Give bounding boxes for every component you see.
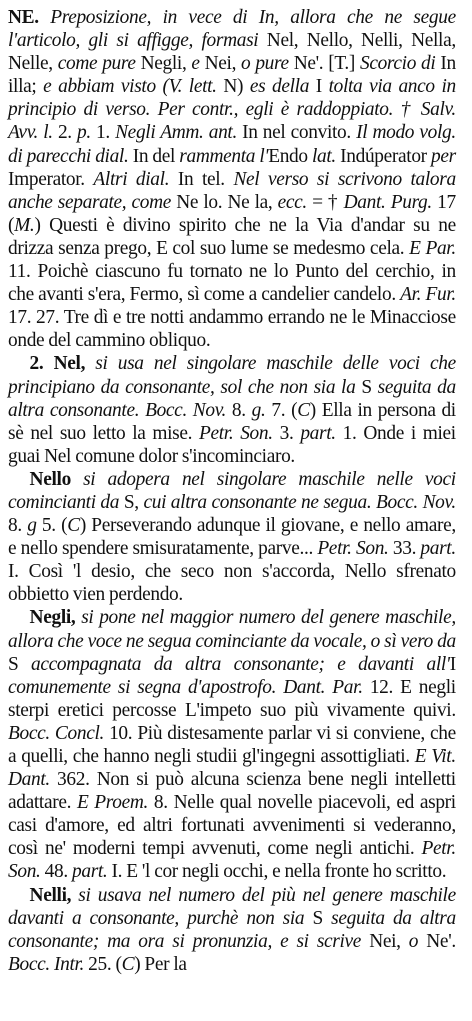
text-run: 8. <box>231 398 252 421</box>
text-run: I <box>315 75 329 98</box>
text-run: ) Questi è divino spirito che ne la Via d'andar su ne drizza senza prego, E col suo lume se medesmo cela. <box>8 213 456 259</box>
text-run: C <box>67 514 80 537</box>
text-run: ) Per la <box>134 952 187 975</box>
text-run: 8. <box>8 514 28 537</box>
text-run: Bocc. Concl. <box>8 721 110 744</box>
text-run: si pone nel maggior numero del genere maschile, allora che voce ne segua cominciante da vocale, o sì vero da <box>8 606 456 652</box>
text-run: 5. ( <box>41 514 68 537</box>
text-run: Nei, <box>204 52 242 75</box>
text-run: Nelli, <box>29 883 79 906</box>
text-run: accompagnata da altra consonante; e davanti all' <box>31 652 450 675</box>
text-run: part. <box>71 860 112 883</box>
text-run: 1. <box>96 121 116 144</box>
text-run: e abbiam visto (V. lett. <box>43 75 224 98</box>
entry-nelli-usage <box>8 884 456 976</box>
text-run: ecc. <box>277 190 313 213</box>
text-run: part. <box>300 421 343 444</box>
text-run: seguita da altra consonante. Bocc. Nov. <box>8 375 456 421</box>
text-run: 10. Più distesamente parlar vi si conviene, che a quelli, che hanno negli studii gl'ingegni assottigliati. <box>8 721 456 767</box>
text-run: 17. 27. Tre dì e tre notti andammo errando ne le Minacciose onde del cammino obliquo. <box>8 306 456 352</box>
text-run: 33. <box>392 537 421 560</box>
text-run: In illa; <box>8 52 456 98</box>
text-run: p. <box>76 121 97 144</box>
text-run: Ne lo. Ne la, <box>176 190 278 213</box>
text-run: Ne'. [T.] <box>293 52 360 75</box>
text-run: 25. ( <box>88 952 122 975</box>
entry-nello-usage <box>8 468 456 607</box>
entry-negli-usage <box>8 606 456 883</box>
text-run: Petr. Son. <box>198 421 280 444</box>
text-run: Nel, Nello, Nelli, Nella, Nelle, <box>8 29 456 75</box>
text-run: o pure <box>241 52 294 75</box>
text-run: I <box>449 652 456 675</box>
text-run: E Proem. <box>76 791 154 814</box>
entry-nel-usage <box>8 352 456 467</box>
text-run: Bocc. Intr. <box>8 952 89 975</box>
text-run: 3. <box>279 421 301 444</box>
text-run: 2. <box>57 121 77 144</box>
text-run: part. <box>420 537 456 560</box>
text-run: = † <box>312 190 344 213</box>
text-run: S <box>312 906 332 929</box>
text-run: ) Ella in persona di sè nel suo letto la mise. <box>8 398 456 444</box>
text-run: ) Perseverando adunque il giovane, e nello amare, e nello spendere smisuratamente, parve... <box>8 514 456 560</box>
text-run: Negli, <box>140 52 192 75</box>
text-run: 362. Non si può alcuna scienza bene negli intelletti adattare. <box>8 768 456 814</box>
text-run: Nei, <box>369 929 409 952</box>
text-run: o <box>408 929 427 952</box>
dictionary-page <box>8 6 456 1018</box>
text-run: NE. <box>8 6 51 28</box>
text-run: si usava nel numero del più nel genere maschile davanti a consonante, purchè non sia <box>8 883 456 929</box>
text-run: Altri dial. <box>93 167 178 190</box>
text-run: Imperator. <box>8 167 94 190</box>
text-run: Indúperator <box>340 144 432 167</box>
text-run: lat. <box>311 144 341 167</box>
text-run: cui altra consonante ne segua. Bocc. Nov. <box>143 490 456 513</box>
text-run: g. <box>251 398 272 421</box>
text-run: rammenta l' <box>179 144 269 167</box>
text-run: 1. Onde i miei guai Nel comune dolor s'incominciaro. <box>8 421 456 467</box>
text-run: C <box>121 952 135 975</box>
entry-ne-definition <box>8 6 456 352</box>
text-run: Petr. Son. <box>8 837 456 883</box>
text-run: S <box>8 652 32 675</box>
text-run: 7. ( <box>271 398 298 421</box>
text-run: N) <box>223 75 250 98</box>
text-run: 48. <box>44 860 72 883</box>
text-run: 8. Nelle qual novelle piacevoli, ed aspri casi d'amore, ed altri fortunati avvenimenti si vederanno, così ne' moderni tempi avvenuti, come negli antichi. <box>8 791 456 860</box>
text-run: Nel verso si scrivono talora anche separate, come <box>8 167 456 213</box>
text-run: Preposizione, in vece di In, allora che ne segue l'articolo, gli si affigge, formasi <box>8 6 456 52</box>
text-run: In del <box>132 144 180 167</box>
text-run: si adopera nel singolare maschile nelle voci comincianti da <box>8 467 456 513</box>
text-run: Endo <box>268 144 312 167</box>
text-run: E Vit. Dant. <box>8 745 456 791</box>
text-run: S, <box>123 490 144 513</box>
text-run: Scorcio di <box>359 52 441 75</box>
text-run: 2. Nel, <box>29 352 96 375</box>
text-run: tolta via anco in principio di verso. Per contr., egli è raddoppiato. † Salv. Avv. l. <box>8 75 456 144</box>
text-run: seguita da altra consonante; ma ora si pronunzia, e si scrive <box>8 906 456 952</box>
text-run: si usa nel singolare maschile delle voci che principiano da consonante, sol che non sia la <box>8 352 456 398</box>
text-run: 11. Poichè ciascuno fu tornato ne lo Punto del cerchio, in che avanti s'era, Fermo, sì come a candelier candelo. <box>8 260 456 306</box>
text-run: per <box>431 144 456 167</box>
text-run: Petr. Son. <box>317 537 393 560</box>
text-run: M. <box>14 213 35 236</box>
text-run: e <box>191 52 205 75</box>
text-run: In nel convito. <box>242 121 357 144</box>
text-run: E Par. <box>409 236 456 259</box>
text-run: 12. E negli sterpi eretici percosse L'impeto suo più vivamente quivi. <box>8 675 456 721</box>
text-run: I. Così 'l desio, che seco non s'accorda, Nello sfrenato obbietto vien perdendo. <box>8 560 456 606</box>
text-run: In tel. <box>177 167 234 190</box>
text-run: I. E 'l cor negli occhi, e nella fronte ho scritto. <box>111 860 447 883</box>
text-run: 17 ( <box>8 190 456 236</box>
text-run: Dant. Purg. <box>343 190 438 213</box>
text-run: C <box>297 398 310 421</box>
text-run: Negli, <box>29 606 82 629</box>
text-run: S <box>361 375 378 398</box>
text-run: Il modo volg. di parecchi dial. <box>8 121 456 167</box>
text-run: es della <box>249 75 316 98</box>
text-run: come pure <box>57 52 141 75</box>
text-run: Ar. Fur. <box>400 283 456 306</box>
text-run: Nello <box>29 467 84 490</box>
text-run: comunemente si segna d'apostrofo. Dant. Par. <box>8 675 370 698</box>
text-run: Ne'. <box>426 929 456 952</box>
text-run: g <box>27 514 42 537</box>
text-run: Negli Amm. ant. <box>115 121 243 144</box>
